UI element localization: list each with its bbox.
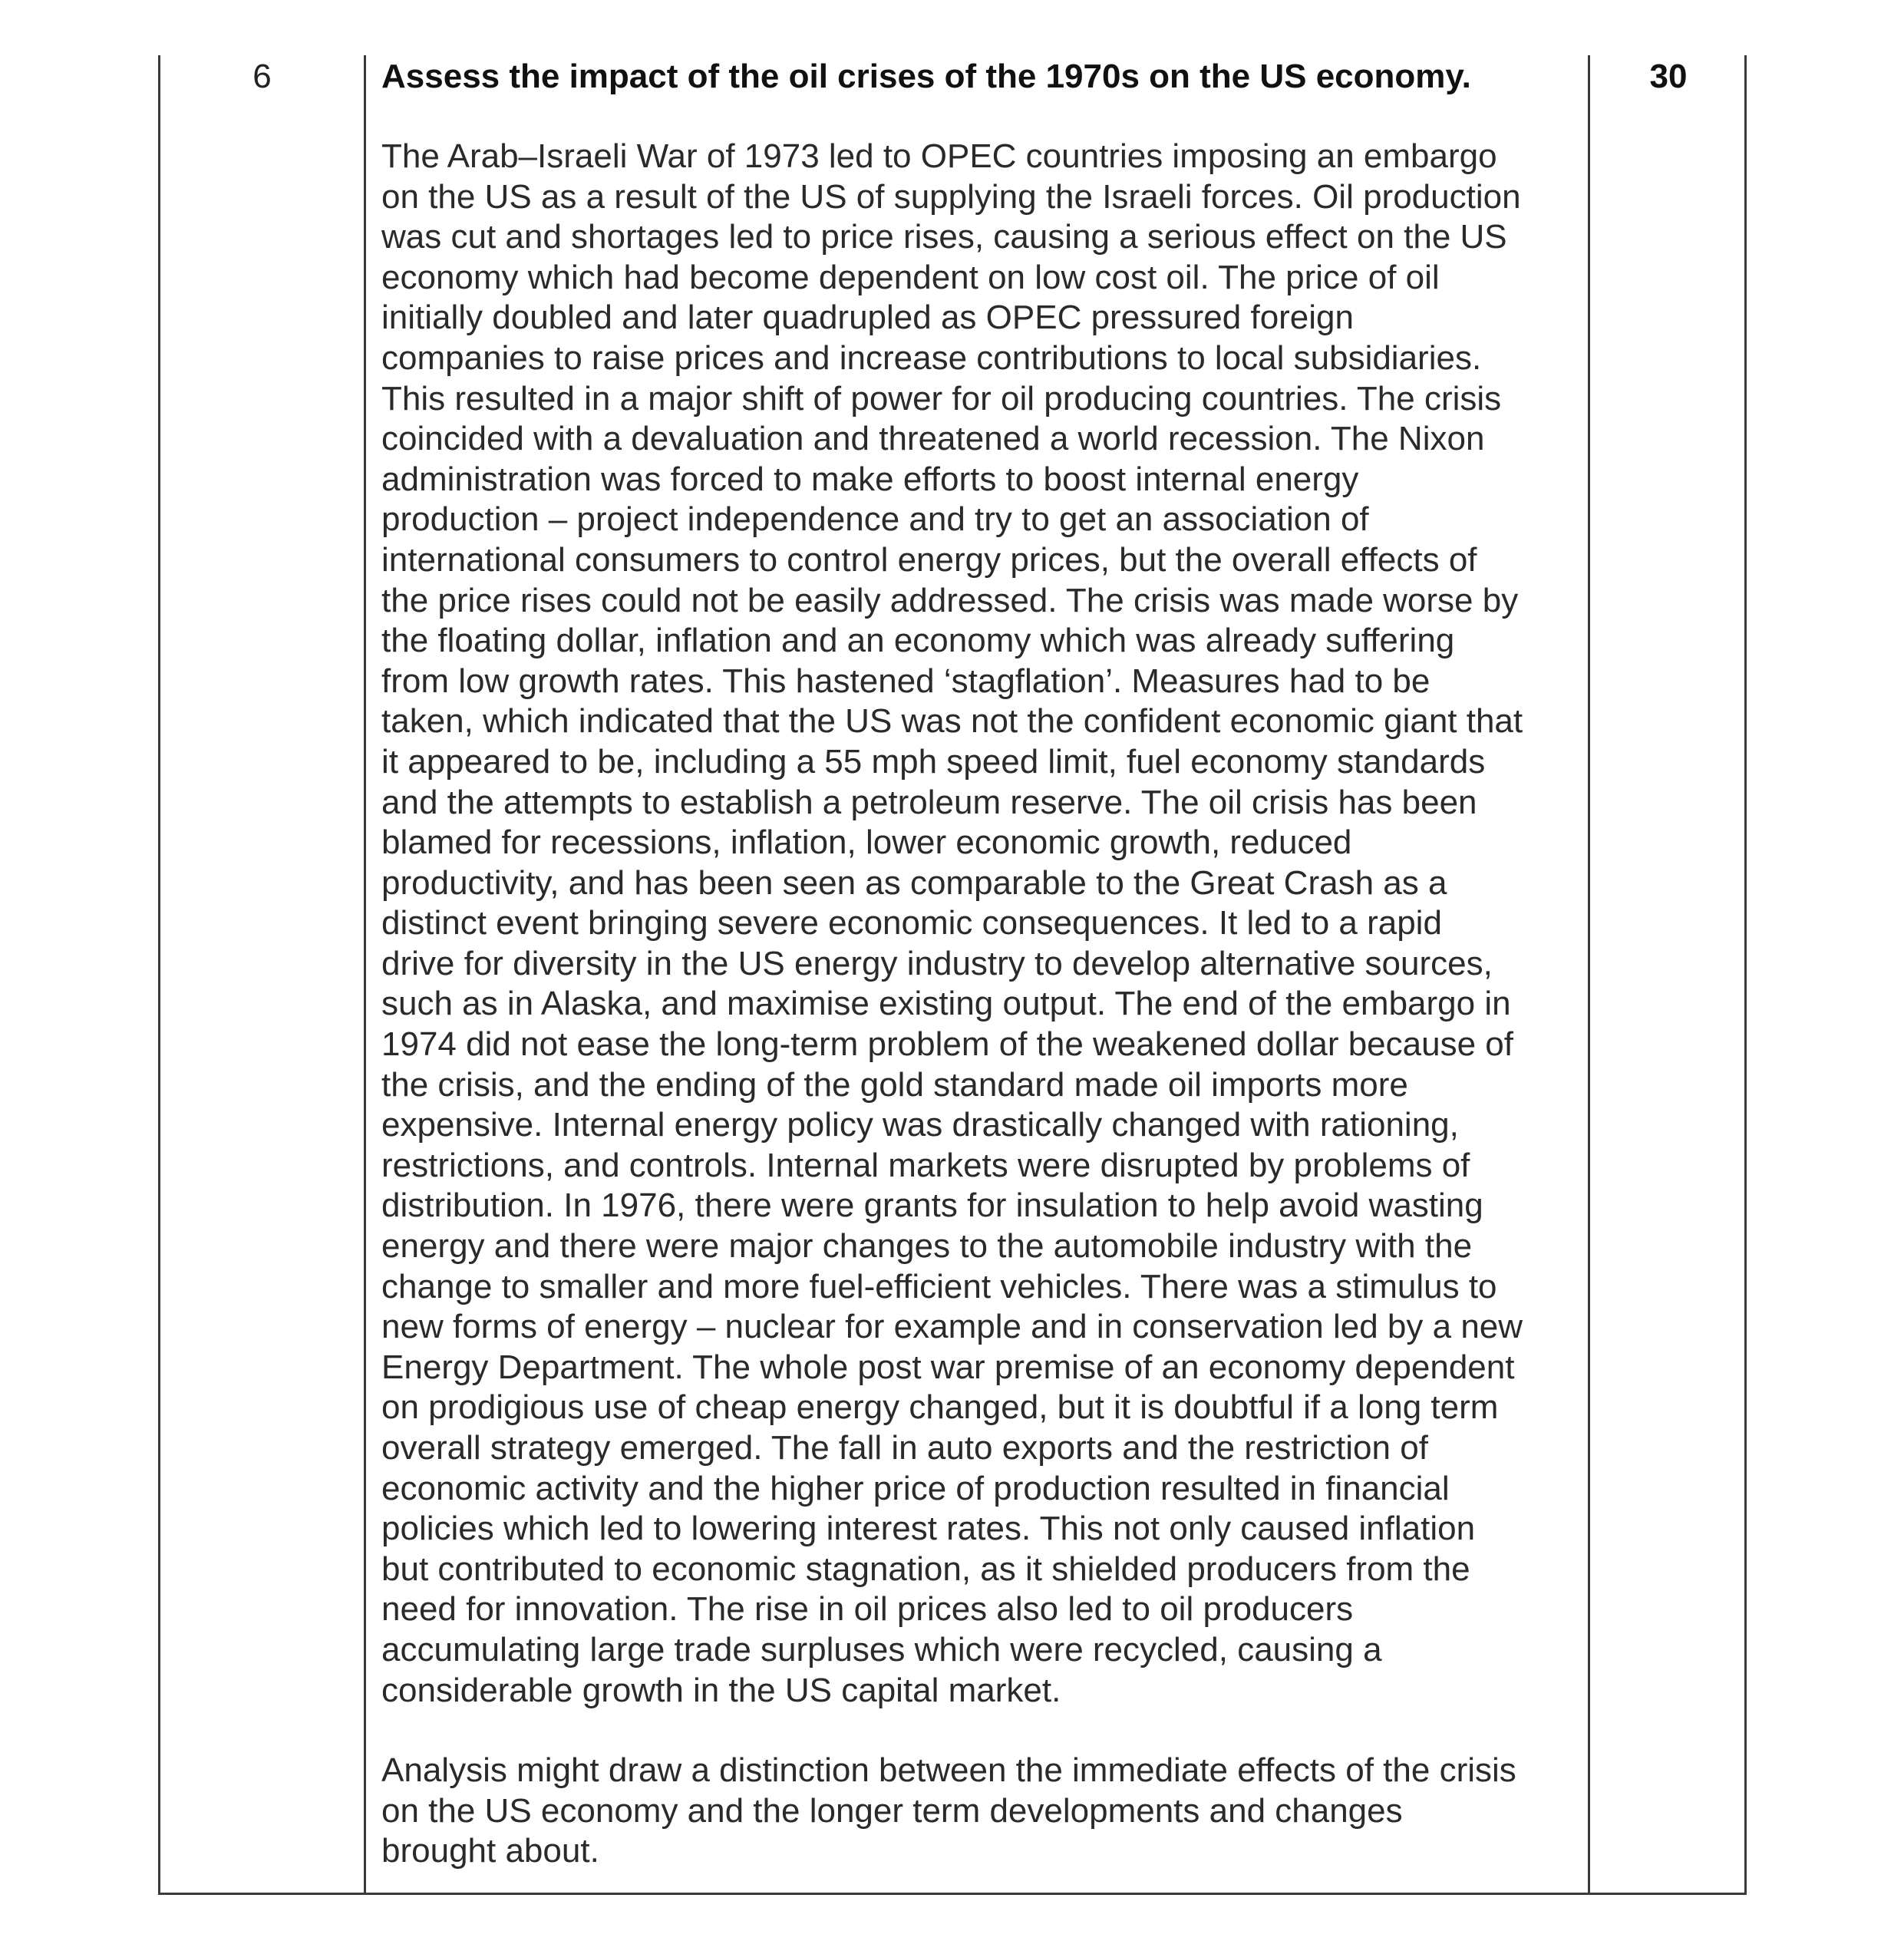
- column-divider-left: [364, 55, 366, 1893]
- column-divider-right: [1588, 55, 1590, 1893]
- analysis-paragraph: Analysis might draw a distinction between the immediate effects of the crisis on the US economy and the longer term developments and changes brought about.: [381, 1751, 1516, 1870]
- answer-paragraph: The Arab–Israeli War of 1973 led to OPEC countries imposing an embargo on the US as a result of the US of supplying the Israeli forces. Oil production was cut and shortages led to price rises, causing a serious effect on the US economy which had become dependent on low cost oil. The price of oil initially doubled and later quadrupled as OPEC pressured foreign companies to raise prices and increase contributions to local subsidiaries. This resulted in a major shift of power for oil producing countries. The crisis coincided with a devaluation and threatened a world recession. The Nixon administration was forced to make efforts to boost internal energy production – project independence and try to get an association of international consumers to control energy prices, but the overall effects of the price rises could not be easily addressed. The crisis was made worse by the floating dollar, inflation and an economy which was already suffering from low growth rates. This hastened ‘stagflation’. Measures had to be taken, which indicated that the US was not the confident economic giant that it appeared to be, including a 55 mph speed limit, fuel economy standards and the attempts to establish a petroleum reserve. The oil crisis has been blamed for recessions, inflation, lower economic growth, reduced productivity, and has been seen as comparable to the Great Crash as a distinct event bringing severe economic consequences. It led to a rapid drive for diversity in the US energy industry to develop alternative sources, such as in Alaska, and maximise existing output. The end of the embargo in 1974 did not ease the long-term problem of the weakened dollar because of the crisis, and the ending of the gold standard made oil imports more expensive. Internal energy policy was drastically changed with rationing, restrictions, and controls. Internal markets were disrupted by problems of distribution. In 1976, there were grants for insulation to help avoid wasting energy and there were major changes to the automobile industry with the change to smaller and more fuel-efficient vehicles. There was a stimulus to new forms of energy – nuclear for example and in conservation led by a new Energy Department. The whole post war premise of an economy dependent on prodigious use of cheap energy changed, but it is doubtful if a long term overall strategy emerged. The fall in auto exports and the restriction of economic activity and the higher price of production resulted in financial policies which led to lowering interest rates. This not only caused inflation but contributed to economic stagnation, as it shielded producers from the need for innovation. The rise in oil prices also led to oil producers accumulating large trade surpluses which were recycled, causing a considerable growth in the US capital market.: [381, 137, 1523, 1709]
- marks-value: 30: [1649, 58, 1688, 95]
- mark-scheme-table: [158, 55, 1747, 1895]
- question-number: 6: [252, 58, 272, 95]
- question-title: Assess the impact of the oil crises of the 1970s on the US economy.: [381, 58, 1471, 95]
- answer-content: [381, 55, 1579, 1872]
